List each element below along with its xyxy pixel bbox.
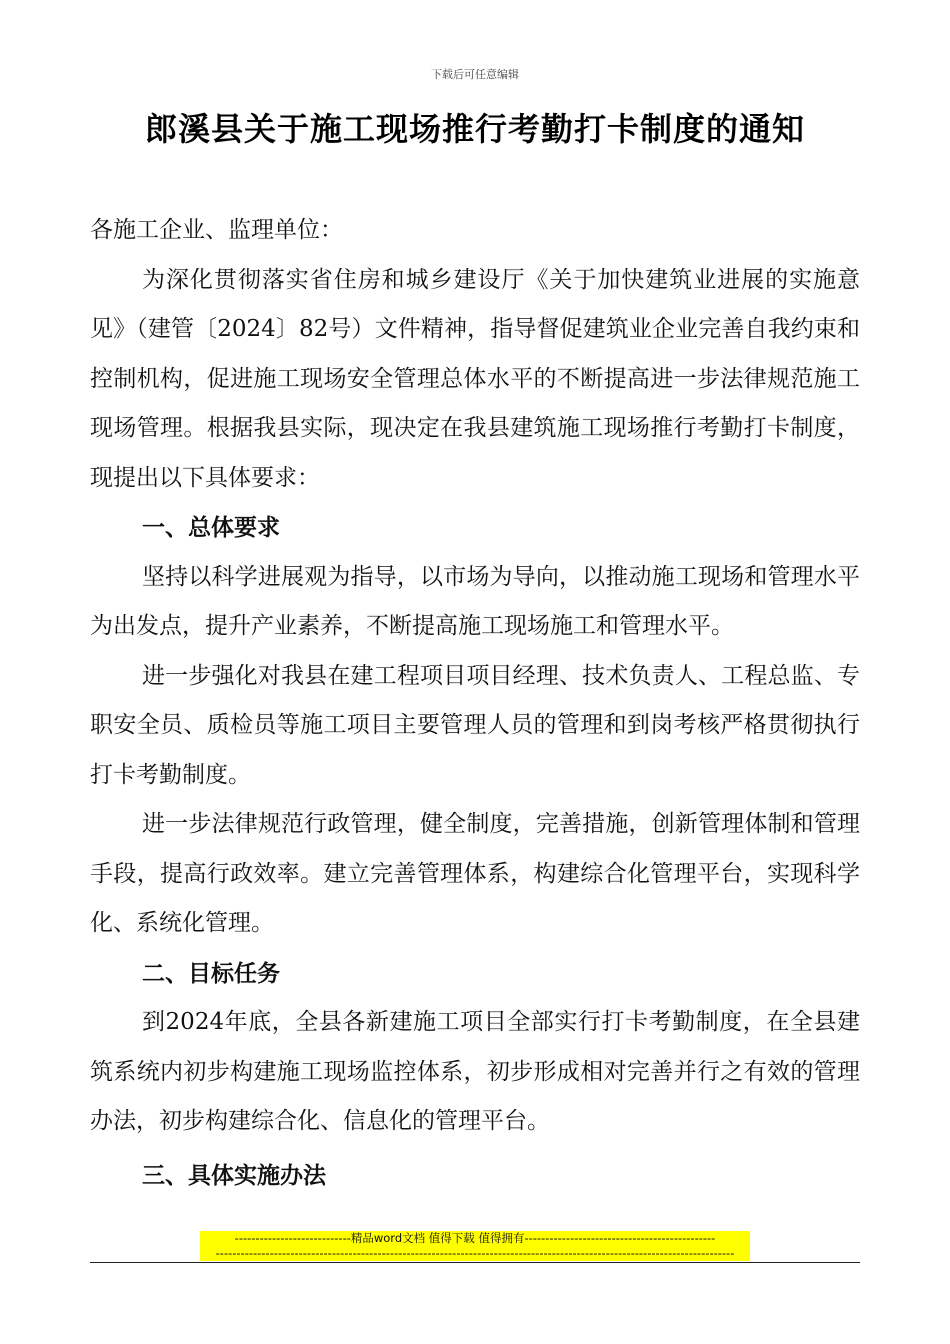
footer-banner	[200, 1231, 750, 1261]
section-1-paragraph-3: 进一步法律规范行政管理，健全制度，完善措施，创新管理体制和管理手段，提高行政效率。建立完善管理体系，构建综合化管理平台，实现科学化、系统化管理。	[90, 811, 860, 936]
section-1-paragraph-1: 坚持以科学进展观为指导，以市场为导向，以推动施工现场和管理水平为出发点，提升产业素养，不断提高施工现场施工和管理水平。	[90, 563, 860, 639]
footer-banner-line-2: -----------------------------------------------------------------------------------------------------------------------------	[215, 1246, 735, 1260]
header-watermark: 下载后可任意编辑	[431, 68, 519, 81]
section-1-heading: 一、总体要求	[142, 514, 280, 541]
section-2-heading: 二、目标任务	[142, 959, 280, 987]
footer-divider	[90, 1262, 860, 1263]
section-1-paragraph-2: 进一步强化对我县在建工程项目项目经理、技术负责人、工程总监、专职安全员、质检员等施工项目主要管理人员的管理和到岗考核严格贯彻执行打卡考勤制度。	[90, 662, 860, 788]
section-3-heading: 三、具体实施办法	[142, 1161, 326, 1189]
salutation: 各施工企业、监理单位：	[90, 217, 343, 243]
section-2-paragraph-1: 到2024年底，全县各新建施工项目全部实行打卡考勤制度，在全县建筑系统内初步构建施工现场监控体系，初步形成相对完善并行之有效的管理办法，初步构建综合化、信息化的管理平台。	[90, 1009, 860, 1134]
document-body	[90, 206, 860, 1200]
intro-paragraph: 为深化贯彻落实省住房和城乡建设厅《关于加快建筑业进展的实施意见》（建管〔2024〕82号）文件精神，指导督促建筑业企业完善自我约束和控制机构，促进施工现场安全管理总体水平的不断提高进一步法律规范施工现场管理。根据我县实际，现决定在我县建筑施工现场推行考勤打卡制度，现提出以下具体要求：	[90, 266, 860, 491]
document-title: 郎溪县关于施工现场推行考勤打卡制度的通知	[144, 110, 805, 148]
footer-banner-line-1: ----------------------------精品word文档 值得下载 值得拥有----------------------------------------------	[234, 1231, 716, 1245]
